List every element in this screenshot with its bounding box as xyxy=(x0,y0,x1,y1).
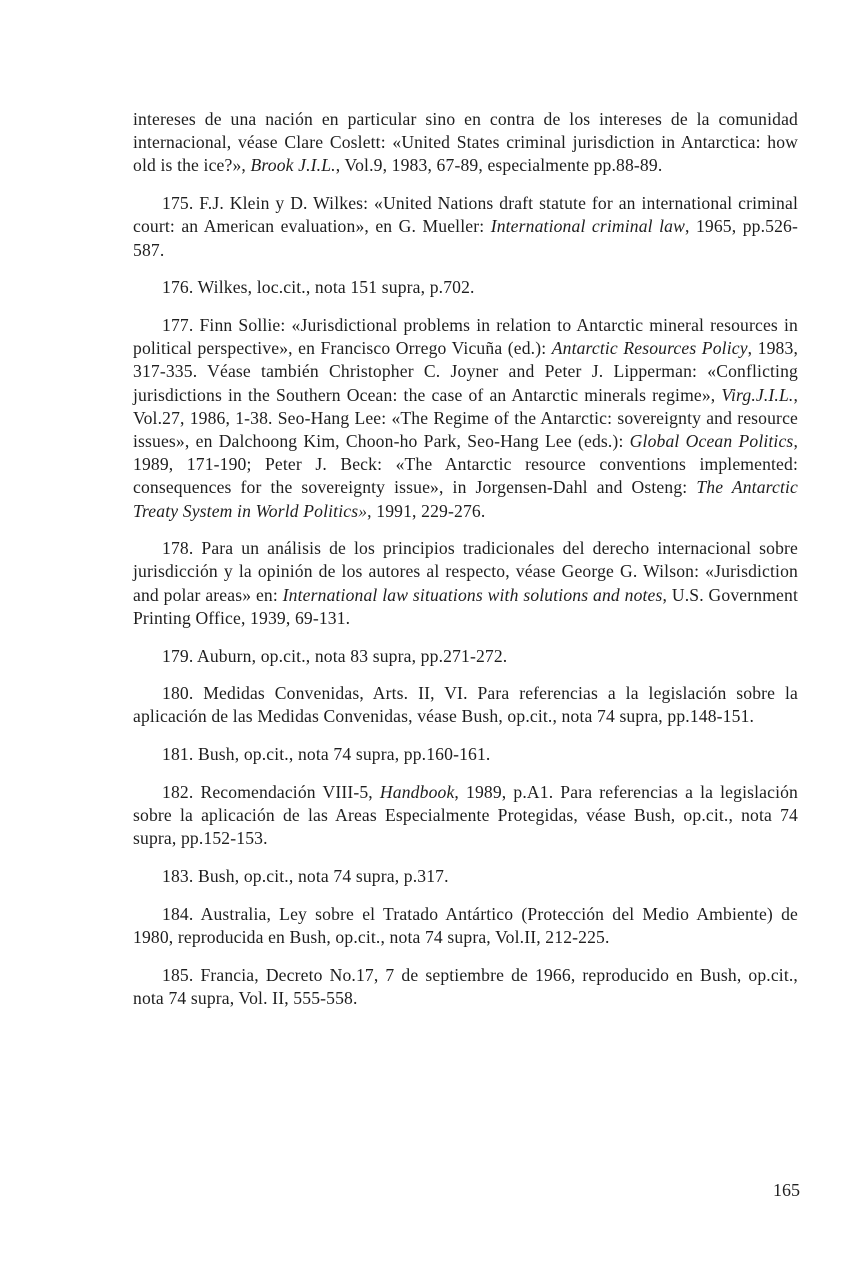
page-number: 165 xyxy=(773,1180,800,1200)
footnote-number: 175. xyxy=(162,193,194,214)
footnote-number: 182. xyxy=(162,781,194,802)
footnote-175: 175. F.J. Klein y D. Wilkes: «United Nations draft statute for an international criminal court: an American evaluation», en G. Mueller: International criminal law, 1965, pp.526-587. xyxy=(133,193,798,260)
footnote-182: 182. Recomendación VIII-5, Handbook, 1989, p.A1. Para referencias a la legislación sobre la aplicación de las Areas Especialmente Protegidas, véase Bush, op.cit., nota 74 supra, pp.152-153. xyxy=(133,781,799,849)
footnote-177: 177. Finn Sollie: «Jurisdictional problems in relation to Antarctic mineral resources in political perspective», en Francisco Orrego Vicuña (ed.): Antarctic Resources Policy, 1983, 317-335. Véase también Christopher C. Joyner and Peter J. Lipperman: «Conflicting jurisdictions in the Southern Ocean: the case of an Antarctic minerals regime», Virg.J.I.L., Vol.27, 1986, 1-38. Seo-Hang Lee: «The Regime of the Antarctic: sovereignty and resource issues», en Dalchoong Kim, Choon-ho Park, Seo-Hang Lee (eds.): Global Ocean Politics, 1989, 171-190; Peter J. Beck: «The Antarctic resource conventions implemented: consequences for the sovereignty issue», in Jorgensen-Dahl and Osteng: The Antarctic Treaty System in World Politics», 1991, 229-276. xyxy=(133,314,799,521)
footnote-number: 177. xyxy=(162,314,194,335)
footnote-number: 181. xyxy=(162,744,194,765)
footnote-180: 180. Medidas Convenidas, Arts. II, VI. Para referencias a la legislación sobre la aplicación de las Medidas Convenidas, véase Bush, op.cit., nota 74 supra, pp.148-151. xyxy=(133,683,798,727)
footnote-181: 181. Bush, op.cit., nota 74 supra, pp.160-161. xyxy=(162,744,491,765)
footnote-number: 178. xyxy=(162,538,194,559)
footnote-continuation: intereses de una nación en particular sino en contra de los intereses de la comunidad internacional, véase Clare Coslett: «United States criminal jurisdiction in Antarctica: how old is the ice?», Brook J.I.L., Vol.9, 1983, 67-89, especialmente pp.88-89. xyxy=(133,109,798,176)
footnote-176: 176. Wilkes, loc.cit., nota 151 supra, p.702. xyxy=(162,277,475,298)
footnote-185: 185. Francia, Decreto No.17, 7 de septiembre de 1966, reproducido en Bush, op.cit., nota 74 supra, Vol. II, 555-558. xyxy=(133,964,798,1008)
footnote-number: 176. xyxy=(162,277,194,298)
footnote-number: 184. xyxy=(162,903,194,924)
footnote-number: 180. xyxy=(162,683,194,704)
footnote-184: 184. Australia, Ley sobre el Tratado Antártico (Protección del Medio Ambiente) de 1980, reproducida en Bush, op.cit., nota 74 supra, Vol.II, 212-225. xyxy=(133,903,798,947)
footnote-number: 179. xyxy=(162,645,194,666)
footnote-178: 178. Para un análisis de los principios tradicionales del derecho internacional sobre jurisdicción y la opinión de los autores al respecto, véase George G. Wilson: «Jurisdiction and polar areas» en: International law situations with solutions and notes, U.S. Government Printing Office, 1939, 69-131. xyxy=(133,538,798,628)
footnotes-block xyxy=(133,108,798,1025)
footnote-179: 179. Auburn, op.cit., nota 83 supra, pp.271-272. xyxy=(162,645,508,666)
footnote-183: 183. Bush, op.cit., nota 74 supra, p.317. xyxy=(162,865,449,886)
footnote-number: 185. xyxy=(162,964,194,985)
footnote-number: 183. xyxy=(162,865,194,886)
